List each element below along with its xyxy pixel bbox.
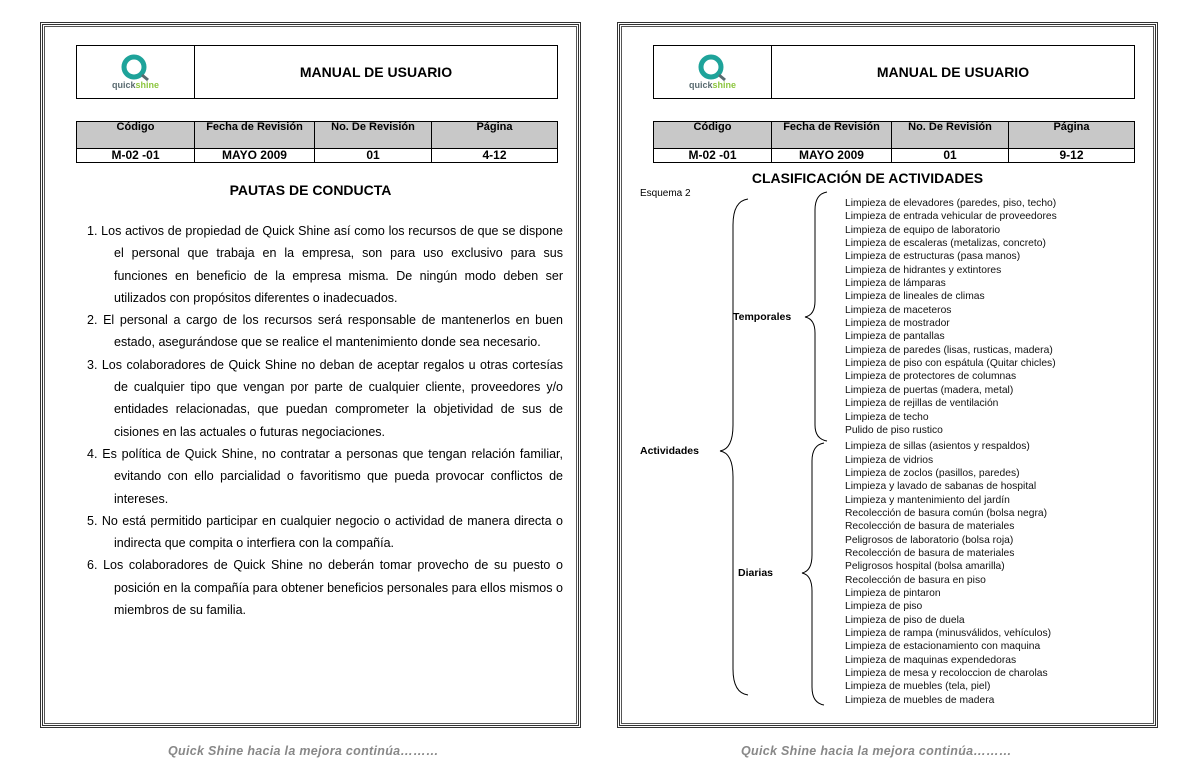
list-item: 4. Es política de Quick Shine, no contratar a personas que tengan relación familiar, evitando con ello parcialidad o favoritismo que pueda provocar conflictos de intereses. xyxy=(87,446,563,506)
activity-item: Limpieza de elevadores (paredes, piso, techo) xyxy=(845,198,1057,209)
activity-item: Limpieza y lavado de sabanas de hospital xyxy=(845,481,1037,493)
manual-title: MANUAL DE USUARIO xyxy=(876,64,1030,80)
activity-item: Limpieza de piso de duela xyxy=(845,614,965,626)
section-title: PAUTAS DE CONDUCTA xyxy=(229,182,392,198)
brace-actividades xyxy=(720,199,748,695)
col-revision: No. De Revisión xyxy=(892,122,1009,149)
activity-item: Peligrosos hospital (bolsa amarilla) xyxy=(845,561,1005,573)
manual-title: MANUAL DE USUARIO xyxy=(299,64,453,80)
company-logo xyxy=(77,46,195,98)
revision-value: 01 xyxy=(315,149,432,163)
activity-item: Recolección de basura de materiales xyxy=(845,547,1015,559)
list-item: 1. Los activos de propiedad de Quick Shine así como los recursos de que se dispone el personal que trabaja en la empresa, son para uso exclusivo para sus funciones en beneficio de la empresa misma. De ningún modo deben ser utilizados con propósitos diferentes o inadecuados. xyxy=(87,224,563,305)
revision-table xyxy=(76,121,558,163)
activity-item: Limpieza de rejillas de ventilación xyxy=(845,398,999,410)
activity-item: Limpieza de muebles de madera xyxy=(845,694,995,706)
section-title: CLASIFICACIÓN DE ACTIVIDADES xyxy=(751,170,984,186)
footer-slogan: Quick Shine hacia la mejora continúa……… xyxy=(168,744,439,758)
page-header xyxy=(76,45,558,99)
footer-slogan: Quick Shine hacia la mejora continúa……… xyxy=(741,744,1012,758)
root-label: Actividades xyxy=(640,445,699,457)
col-codigo: Código xyxy=(654,122,772,149)
activity-item: Limpieza de escaleras (metalizas, concreto) xyxy=(845,238,1046,250)
col-fecha: Fecha de Revisión xyxy=(772,122,892,149)
activity-item: Limpieza de zoclos (pasillos, paredes) xyxy=(845,467,1020,479)
pagina-value: 4-12 xyxy=(432,149,558,163)
activity-item: Limpieza de techo xyxy=(845,411,929,423)
fecha-value: MAYO 2009 xyxy=(195,149,315,163)
brace-temporales xyxy=(805,192,827,441)
activity-item: Limpieza de sillas (asientos y respaldos) xyxy=(845,441,1030,453)
activity-item: Limpieza de muebles (tela, piel) xyxy=(845,681,991,693)
activity-item: Pulido de piso rustico xyxy=(845,424,943,436)
activity-item: Limpieza de piso con espátula (Quitar chicles) xyxy=(845,358,1056,370)
col-codigo: Código xyxy=(77,122,195,149)
activity-item: Limpieza de paredes (lisas, rusticas, madera) xyxy=(845,344,1053,356)
list-item: 5. No está permitido participar en cualquier negocio o actividad de manera directa o indirecta que compita o interfiera con la compañía. xyxy=(87,513,563,551)
list-item: 6. Los colaboradores de Quick Shine no deberán tomar provecho de su puesto o posición en la compañía para obtener beneficios personales para ellos mismos o miembros de su familia. xyxy=(87,558,563,618)
activity-item: Limpieza y mantenimiento del jardín xyxy=(845,494,1010,506)
activity-item: Limpieza de estacionamiento con maquina xyxy=(845,641,1041,653)
list-item: 3. Los colaboradores de Quick Shine no deban de aceptar regalos u otras cortesías de cualquier tipo que vengan por parte de cualquier cliente, proveedores y/o entidades relacionadas, que puedan comprometer la objetividad de sus de cisiones en las actuales o futuras negociaciones. xyxy=(87,357,563,439)
activity-item: Limpieza de maquinas expendedoras xyxy=(845,654,1017,666)
activity-item: Limpieza de lineales de climas xyxy=(845,291,985,303)
activity-item: Limpieza de estructuras (pasa manos) xyxy=(845,251,1021,263)
pagina-value: 9-12 xyxy=(1009,149,1135,163)
group-label-temporales: Temporales xyxy=(733,311,792,323)
col-pagina: Página xyxy=(432,122,558,149)
activity-item: Limpieza de vidrios xyxy=(845,454,934,466)
document-page-1 xyxy=(40,22,581,728)
activity-item: Recolección de basura común (bolsa negra) xyxy=(845,507,1048,519)
document-page-2 xyxy=(617,22,1158,728)
col-fecha: Fecha de Revisión xyxy=(195,122,315,149)
quickshine-logo-icon xyxy=(116,54,156,82)
activity-item: Limpieza de equipo de laboratorio xyxy=(845,224,1001,236)
revision-value: 01 xyxy=(892,149,1009,163)
activity-item: Recolección de basura de materiales xyxy=(845,521,1015,533)
activity-item: Limpieza de puertas (madera, metal) xyxy=(845,384,1014,396)
group-label-diarias: Diarias xyxy=(738,567,774,579)
schema-label: Esquema 2 xyxy=(640,188,691,199)
activity-item: Peligrosos de laboratorio (bolsa roja) xyxy=(845,534,1014,546)
activity-item: Recolección de basura en piso xyxy=(845,574,986,586)
col-pagina: Página xyxy=(1009,122,1135,149)
activity-item: Limpieza de rampa (minusválidos, vehículos) xyxy=(845,628,1052,639)
activities-list xyxy=(845,197,1057,707)
fecha-value: MAYO 2009 xyxy=(772,149,892,163)
col-revision: No. De Revisión xyxy=(315,122,432,149)
codigo-value: M-02 -01 xyxy=(77,149,195,163)
logo-text-shine: shine xyxy=(135,80,160,90)
activity-item: Limpieza de protectores de columnas xyxy=(845,371,1017,383)
brace-diarias xyxy=(802,443,824,705)
conduct-list xyxy=(87,220,563,621)
list-item: 2. El personal a cargo de los recursos será responsable de mantenerlos en buen estado, asegurándose que se realice el mantenimiento donde sea necesario. xyxy=(87,313,563,350)
logo-text-quick: quick xyxy=(111,80,136,90)
activity-item: Limpieza de mostrador xyxy=(845,318,950,330)
activity-item: Limpieza de maceteros xyxy=(845,304,952,316)
logo-text-shine: shine xyxy=(712,80,737,90)
activity-item: Limpieza de mesa y recoloccion de charolas xyxy=(845,668,1048,680)
activity-item: Limpieza de piso xyxy=(845,601,923,613)
logo-text-quick: quick xyxy=(688,80,713,90)
activity-item: Limpieza de entrada vehicular de proveedores xyxy=(845,211,1057,223)
activity-item: Limpieza de pintaron xyxy=(845,587,941,599)
activity-item: Limpieza de pantallas xyxy=(845,331,945,343)
activity-item: Limpieza de hidrantes y extintores xyxy=(845,264,1002,276)
codigo-value: M-02 -01 xyxy=(654,149,772,163)
activity-item: Limpieza de lámparas xyxy=(845,278,946,290)
